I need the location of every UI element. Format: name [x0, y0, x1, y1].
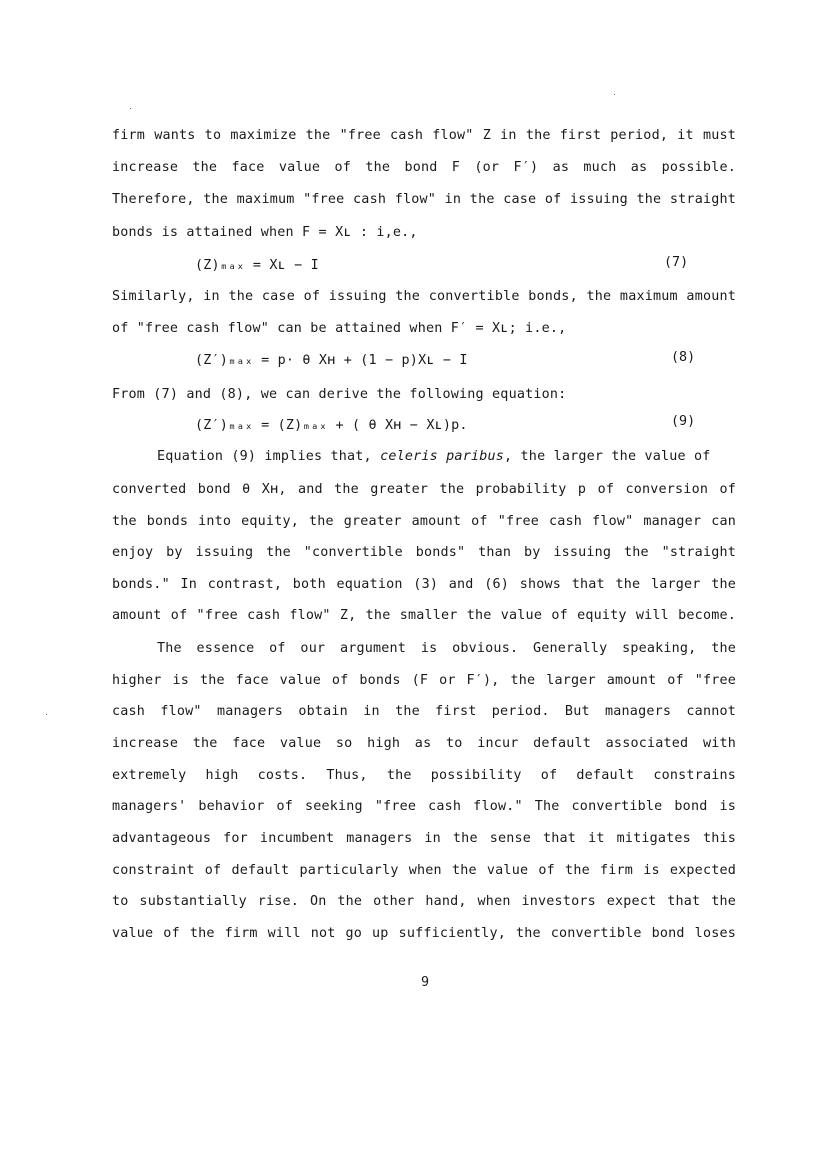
text-run: Equation (9) implies that, — [157, 449, 381, 464]
text-line: of "free cash flow" can be attained when F′ = Xʟ; i.e., — [112, 321, 567, 336]
text-line: The essence of our argument is obvious. Generally speaking, the — [157, 641, 736, 656]
text-line: amount of "free cash flow" Z, the smaller the value of equity will become. — [112, 608, 736, 623]
text-line: constraint of default particularly when the value of the firm is expected — [112, 863, 736, 878]
equation-number: (7) — [664, 255, 689, 270]
text-line: the bonds into equity, the greater amount of "free cash flow" manager can — [112, 514, 736, 529]
equation: (Z)ₘₐₓ = Xʟ − I — [195, 258, 319, 273]
text-line: extremely high costs. Thus, the possibility of default constrains — [112, 768, 736, 783]
scan-speck — [46, 714, 47, 715]
text-line: From (7) and (8), we can derive the following equation: — [112, 387, 567, 402]
text-line: increase the face value of the bond F (or F′) as much as possible. — [112, 160, 736, 175]
text-line: Therefore, the maximum "free cash flow" in the case of issuing the straight — [112, 192, 736, 207]
equation: (Z′)ₘₐₓ = (Z)ₘₐₓ + ( θ Xʜ − Xʟ)p. — [195, 418, 468, 433]
text-line: Similarly, in the case of issuing the convertible bonds, the maximum amount — [112, 289, 736, 304]
text-line: enjoy by issuing the "convertible bonds" than by issuing the "straight — [112, 545, 736, 560]
equation: (Z′)ₘₐₓ = p· θ Xʜ + (1 − p)Xʟ − I — [195, 353, 468, 368]
text-line: higher is the face value of bonds (F or F′), the larger amount of "free — [112, 673, 736, 688]
text-line: bonds is attained when F = Xʟ : i,e., — [112, 225, 418, 240]
scan-speck — [130, 108, 131, 109]
text-line: converted bond θ Xʜ, and the greater the probability p of conversion of — [112, 482, 736, 497]
text-line: to substantially rise. On the other hand, when investors expect that the — [112, 894, 736, 909]
scan-speck — [614, 94, 615, 95]
text-line: increase the face value so high as to incur default associated with — [112, 736, 736, 751]
text-run: , the larger the value of — [504, 449, 711, 464]
equation-number: (8) — [671, 350, 696, 365]
text-line: advantageous for incumbent managers in the sense that it mitigates this — [112, 831, 736, 846]
equation-number: (9) — [671, 414, 696, 429]
page-number: 9 — [420, 975, 430, 990]
text-line: cash flow" managers obtain in the first period. But managers cannot — [112, 704, 736, 719]
text-line: firm wants to maximize the "free cash flow" Z in the first period, it must — [112, 128, 736, 143]
text-line: value of the firm will not go up sufficiently, the convertible bond loses — [112, 926, 736, 941]
text-line: bonds." In contrast, both equation (3) and (6) shows that the larger the — [112, 577, 736, 592]
text-line — [157, 449, 736, 465]
text-line: managers' behavior of seeking "free cash flow." The convertible bond is — [112, 799, 736, 814]
italic-phrase: celeris paribus — [380, 449, 505, 464]
